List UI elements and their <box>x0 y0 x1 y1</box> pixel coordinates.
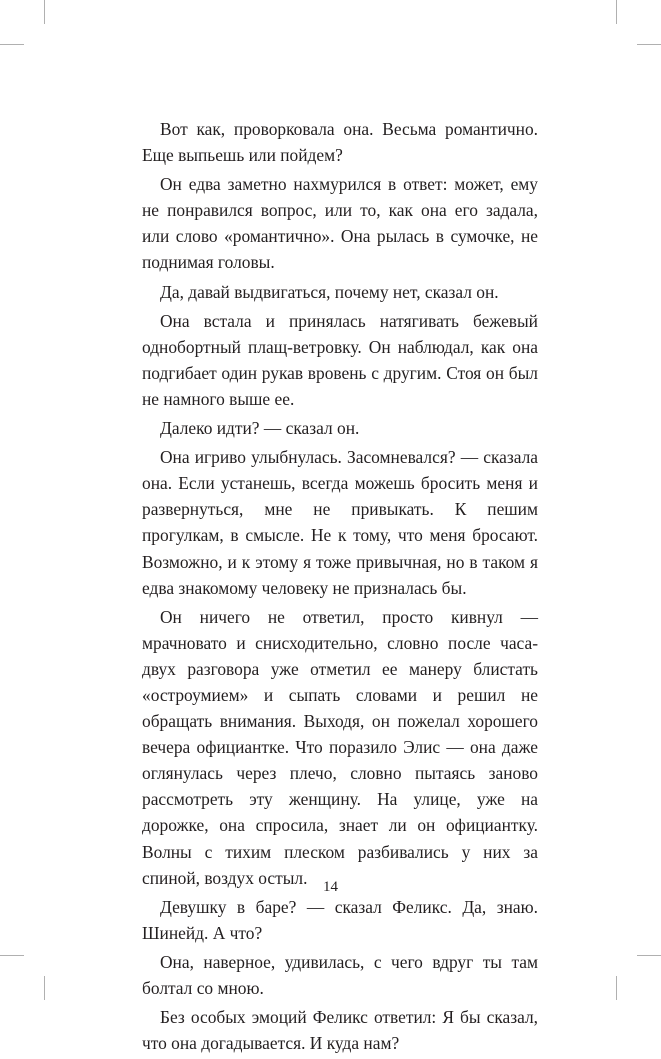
body-text <box>142 116 538 1059</box>
paragraph: Да, давай выдвигаться, почему нет, сказал он. <box>160 281 499 302</box>
crop-mark-bottom-right-h <box>637 955 661 956</box>
paragraph: Далеко идти? — сказал он. <box>160 418 360 439</box>
crop-mark-top-left-h <box>0 44 24 45</box>
paragraph: Она, наверное, удивилась, с чего вдруг ты там болтал со мною. <box>142 951 538 998</box>
crop-mark-bottom-right-v <box>616 976 617 1000</box>
crop-mark-bottom-left-v <box>44 976 45 1000</box>
paragraph: Она игриво улыбнулась. Засомневался? — сказала она. Если устанешь, всегда можешь бросить меня и развернуться, мне не привыкать. К пешим прогулкам, в смысле. Не к тому, что меня бросают. Возможно, и к этому я тоже привычная, но в таком я едва знакомому человеку не призналась бы. <box>142 447 538 598</box>
crop-mark-bottom-left-h <box>0 955 24 956</box>
paragraph: Без особых эмоций Феликс ответил: Я бы сказал, что она догадывается. И куда нам? <box>142 1007 538 1054</box>
page-number: 14 <box>323 879 338 895</box>
crop-mark-top-right-h <box>637 44 661 45</box>
paragraph: Он едва заметно нахмурился в ответ: может, ему не понравился вопрос, или то, как она его задала, или слово «романтично». Она рылась в сумочке, не поднимая головы. <box>142 174 538 273</box>
paragraph: Девушку в баре? — сказал Феликс. Да, знаю. Шинейд. А что? <box>142 896 538 943</box>
paragraph: Она встала и принялась натягивать бежевый однобортный плащ-ветровку. Он наблюдал, как она подгибает один рукав вровень с другим. Стоя он был не намного выше ее. <box>142 310 538 409</box>
crop-mark-top-right-v <box>616 0 617 24</box>
paragraph: Вот как, проворковала она. Весьма романтично. Еще выпьешь или пойдем? <box>142 119 538 166</box>
paragraph: Он ничего не ответил, просто кивнул — мрачновато и снисходительно, словно после часа-двух разговора уже отметил ее манеру блистать «остроумием» и сыпать словами и решил не обращать внимания. Выходя, он пожелал хорошего вечера официантке. Что поразило Элис — она даже оглянулась через плечо, словно пытаясь заново рассмотреть эту женщину. На улице, уже на дорожке, она спросила, знает ли он официантку. Волны с тихим плеском разбивались у них за спиной, воздух остыл. <box>142 606 538 888</box>
crop-mark-top-left-v <box>44 0 45 24</box>
